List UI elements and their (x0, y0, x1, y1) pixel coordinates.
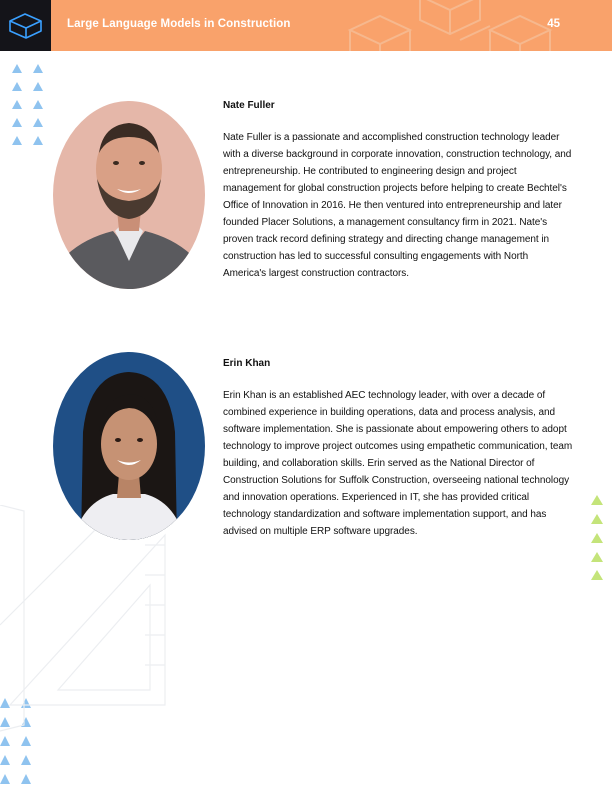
triangle-pattern-right (588, 494, 608, 584)
header-cube-pattern (330, 0, 612, 51)
nate-fuller-photo (53, 101, 205, 289)
profile-bio-erin-khan (223, 357, 573, 540)
page-number: 45 (547, 18, 560, 30)
erin-khan-photo (53, 352, 205, 540)
profile-description: Erin Khan is an established AEC technology leader, with over a decade of combined experience in building operations, data and process analysis, and software implementation. She is passionate about empowering others to adopt technology to improve project outcomes using empathetic communication, team building, and collaboration skills. Erin served as the National Director of Construction Solutions for Suffolk Construction, overseeing national technology and innovation operations. Experienced in IT, she has provided critical technology standardization and software implementation support, and has advised on multiple ERP software upgrades. (223, 390, 573, 537)
logo-badge (0, 0, 51, 51)
profile-bio-nate-fuller (223, 99, 573, 282)
header-title: Large Language Models in Construction (67, 18, 291, 30)
profile-name: Nate Fuller (223, 100, 275, 111)
cube-logo-icon (0, 0, 51, 51)
triangle-pattern-top-left (8, 64, 48, 150)
profile-description: Nate Fuller is a passionate and accomplished construction technology leader with a diverse background in corporate innovation, construction technology, and entrepreneurship. He contributed to engineering design and project management for global construction projects before helping to create Bechtel's Office of Innovation in 2016. He then ventured into entrepreneurship and later founded Placer Solutions, a management consultancy firm in 2021. Nate's proven track record defining strategy and directing change management in construction has led to successful consulting engagements with North America's largest construction contractors. (223, 132, 572, 279)
page-header (0, 0, 612, 51)
profile-name: Erin Khan (223, 358, 271, 369)
drafting-line-art (0, 505, 175, 735)
